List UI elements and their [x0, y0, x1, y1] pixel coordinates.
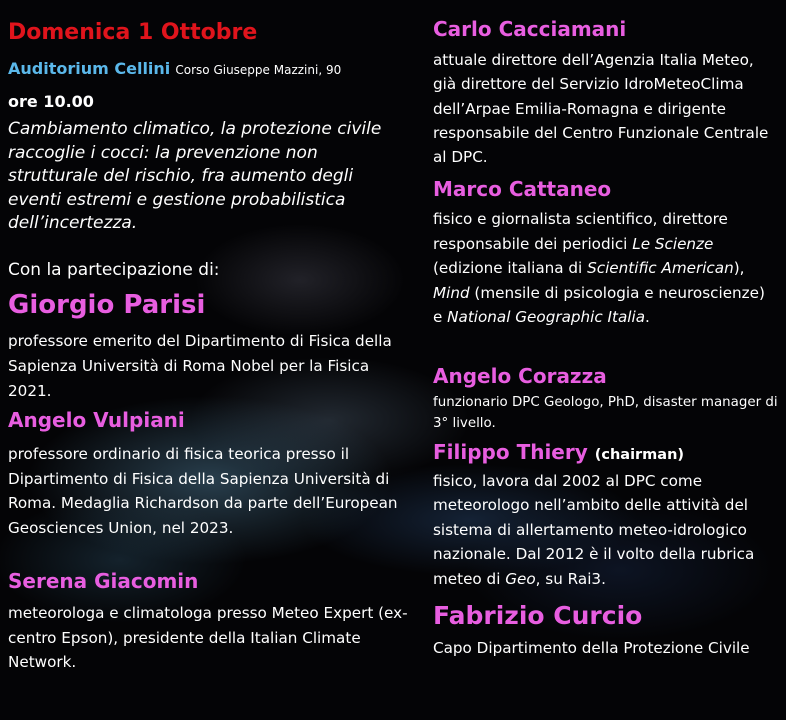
participation-label: Con la partecipazione di: [8, 260, 220, 280]
speaker-name: Fabrizio Curcio [433, 601, 643, 630]
speaker-name: Filippo Thiery [433, 440, 588, 464]
speaker-description: professore ordinario di fisica teorica presso il Dipartimento di Fisica della Sapienza Università di Roma. Medaglia Richardson da parte dell’European Geosciences Union, nel 2023. [8, 445, 398, 537]
event-topic: Cambiamento climatico, la protezione civile raccoglie i cocci: la prevenzione non strutturale del rischio, fra aumento degli eventi estremi e gestione probabilistica dell’incertezza. [8, 119, 382, 234]
speaker-description: Capo Dipartimento della Protezione Civile [433, 639, 750, 657]
speaker-description: attuale direttore dell’Agenzia Italia Meteo, già direttore del Servizio IdroMeteoClima dell’Arpae Emilia-Romagna e dirigente responsabile del Centro Funzionale Centrale al DPC. [433, 51, 769, 167]
venue-address: Corso Giuseppe Mazzini, 90 [175, 63, 342, 77]
speaker-name: Carlo Cacciamani [433, 17, 627, 41]
event-time: ore 10.00 [8, 92, 94, 111]
speaker-description: fisico, lavora dal 2002 al DPC come meteorologo nell’ambito delle attività del sistema di allertamento meteo-idrologico nazionale. Dal 2012 è il volto della rubrica meteo di Geo, su Rai3. [433, 472, 755, 588]
speaker-name: Serena Giacomin [8, 569, 199, 593]
speaker-name-with-role [433, 440, 684, 464]
speaker-description: funzionario DPC Geologo, PhD, disaster manager di 3° livello. [433, 395, 778, 431]
speaker-role: (chairman) [594, 447, 685, 463]
speaker-description: fisico e giornalista scientifico, direttore responsabile dei periodici Le Scienze (edizione italiana di Scientific American), Mind (mensile di psicologia e neuroscienze) e National Geographic Italia. [433, 210, 765, 326]
speaker-name: Angelo Vulpiani [8, 408, 185, 432]
speaker-name: Angelo Corazza [433, 364, 607, 388]
event-date: Domenica 1 Ottobre [8, 20, 258, 45]
speaker-name: Marco Cattaneo [433, 177, 612, 201]
speaker-description: meteorologa e climatologa presso Meteo Expert (ex-centro Epson), presidente della Italian Climate Network. [8, 604, 408, 671]
event-venue [8, 59, 341, 78]
venue-name: Auditorium Cellini [8, 59, 171, 78]
speaker-name: Giorgio Parisi [8, 290, 206, 320]
speaker-description: professore emerito del Dipartimento di Fisica della Sapienza Università di Roma Nobel per la Fisica 2021. [8, 332, 392, 400]
